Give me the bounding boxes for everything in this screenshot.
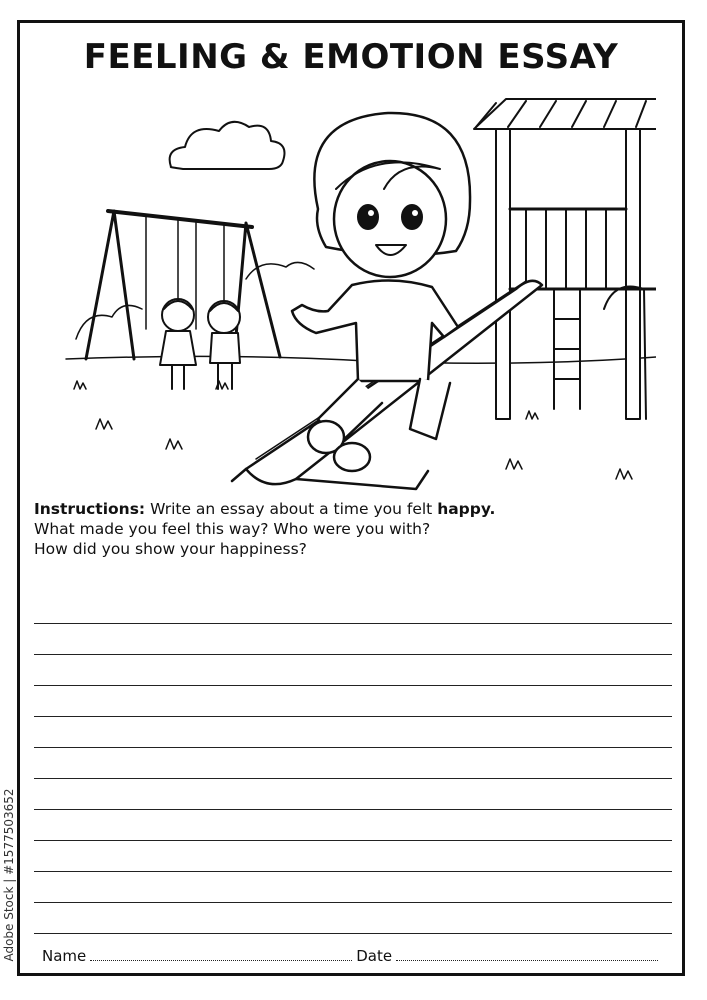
writing-line[interactable]: [34, 686, 672, 717]
instructions-line-2: What made you feel this way? Who were you with?: [34, 520, 431, 538]
instructions-label: Instructions:: [34, 500, 146, 518]
writing-line[interactable]: [34, 872, 672, 903]
date-field[interactable]: [396, 959, 658, 961]
writing-line[interactable]: [34, 717, 672, 748]
instructions-text: Write an essay about a time you felt: [145, 500, 438, 518]
name-label: Name: [42, 947, 87, 965]
cloud-icon: [170, 122, 285, 169]
writing-line[interactable]: [34, 748, 672, 779]
writing-line[interactable]: [34, 593, 672, 624]
name-field[interactable]: [90, 959, 352, 961]
playground-illustration: [56, 89, 656, 509]
instructions-block: [34, 499, 674, 559]
page-title: FEELING & EMOTION ESSAY: [83, 37, 619, 77]
playground-structure-icon: [474, 99, 656, 419]
writing-line[interactable]: [34, 903, 672, 934]
date-label: Date: [356, 947, 393, 965]
emphasis-word: happy.: [437, 500, 496, 518]
writing-line[interactable]: [34, 779, 672, 810]
instructions-line-3: How did you show your happiness?: [34, 540, 307, 558]
writing-line[interactable]: [34, 655, 672, 686]
girl-icon: [292, 113, 470, 471]
watermark-text: Adobe Stock | #1577503652: [2, 788, 16, 962]
writing-line[interactable]: [34, 810, 672, 841]
watermark: [2, 760, 16, 990]
writing-lines[interactable]: [34, 593, 672, 934]
kids-icon: [160, 299, 240, 389]
footer-fields: [42, 941, 662, 965]
writing-line[interactable]: [34, 624, 672, 655]
worksheet-page: [17, 20, 685, 976]
writing-line[interactable]: [34, 841, 672, 872]
instructions-line-1: [34, 499, 674, 519]
